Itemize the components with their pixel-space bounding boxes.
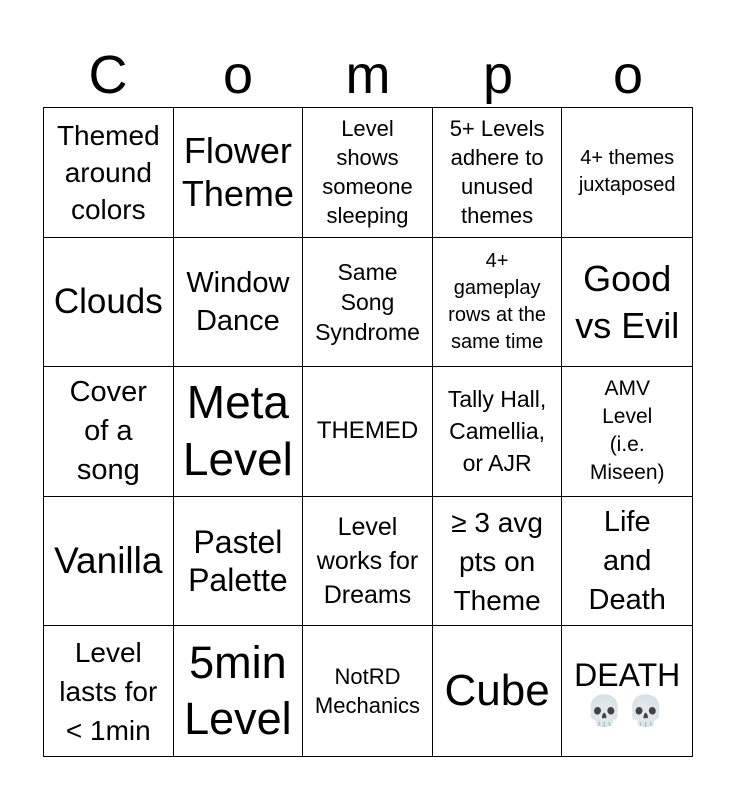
cell-text: Vanilla — [54, 540, 163, 582]
skull-icon: 💀💀 — [585, 694, 669, 728]
cell-text: Good vs Evil — [575, 257, 680, 346]
bingo-cell[interactable] — [44, 497, 174, 627]
cell-text: NotRD Mechanics — [314, 664, 421, 719]
bingo-cell[interactable] — [303, 497, 433, 627]
cell-text: Same Song Syndrome — [315, 258, 420, 345]
bingo-cell[interactable] — [44, 108, 174, 238]
cell-text: Cube — [444, 666, 550, 716]
cell-text: Cover of a song — [69, 375, 147, 486]
bingo-cell[interactable] — [174, 497, 304, 627]
bingo-board — [43, 107, 693, 757]
cell-text: 4+ gameplay rows at the same time — [448, 249, 546, 353]
bingo-cell[interactable] — [174, 626, 304, 756]
title-letter: m — [345, 45, 391, 105]
cell-text: Life and Death — [588, 505, 666, 616]
bingo-cell[interactable] — [44, 367, 174, 497]
bingo-cell[interactable] — [44, 238, 174, 368]
bingo-cell[interactable] — [562, 367, 692, 497]
title-letter: o — [222, 45, 254, 105]
bingo-cell[interactable] — [174, 108, 304, 238]
cell-text: 5min Level — [184, 637, 292, 745]
cell-text: 4+ themes juxtaposed — [578, 147, 676, 197]
cell-text: Level lasts for < 1min — [59, 636, 158, 746]
bingo-cell[interactable] — [303, 367, 433, 497]
bingo-cell[interactable] — [303, 626, 433, 756]
bingo-cell[interactable] — [433, 238, 563, 368]
cell-text: DEATH — [574, 656, 681, 693]
bingo-cell[interactable] — [174, 238, 304, 368]
bingo-cell[interactable] — [44, 626, 174, 756]
title-letter: C — [88, 45, 128, 105]
bingo-cell[interactable] — [433, 108, 563, 238]
cell-text: Meta Level — [182, 376, 293, 486]
bingo-cell[interactable] — [562, 497, 692, 627]
bingo-cell[interactable] — [433, 626, 563, 756]
title-letter: o — [612, 45, 644, 105]
cell-text: Level shows someone sleeping — [322, 116, 413, 229]
bingo-cell[interactable] — [174, 367, 304, 497]
cell-text: 5+ Levels adhere to unused themes — [449, 116, 545, 229]
cell-text: Pastel Palette — [188, 524, 288, 599]
bingo-title — [43, 44, 693, 106]
cell-text: Themed around colors — [56, 119, 160, 225]
bingo-cell[interactable] — [562, 238, 692, 368]
bingo-cell[interactable] — [433, 497, 563, 627]
cell-text: Tally Hall, Camellia, or AJR — [447, 386, 547, 477]
cell-text: Window Dance — [186, 266, 290, 337]
title-letter: p — [482, 45, 514, 105]
cell-text: ≥ 3 avg pts on Theme — [451, 506, 543, 616]
cell-text: Flower Theme — [181, 130, 294, 215]
cell-text: THEMED — [316, 417, 419, 445]
cell-text: AMV Level (i.e. Miseen) — [589, 377, 665, 485]
bingo-cell[interactable] — [562, 108, 692, 238]
bingo-cell[interactable] — [433, 367, 563, 497]
cell-text: Clouds — [53, 281, 163, 321]
cell-text: Level works for Dreams — [316, 513, 419, 610]
bingo-cell[interactable] — [303, 238, 433, 368]
bingo-cell[interactable] — [562, 626, 692, 756]
bingo-cell[interactable] — [303, 108, 433, 238]
